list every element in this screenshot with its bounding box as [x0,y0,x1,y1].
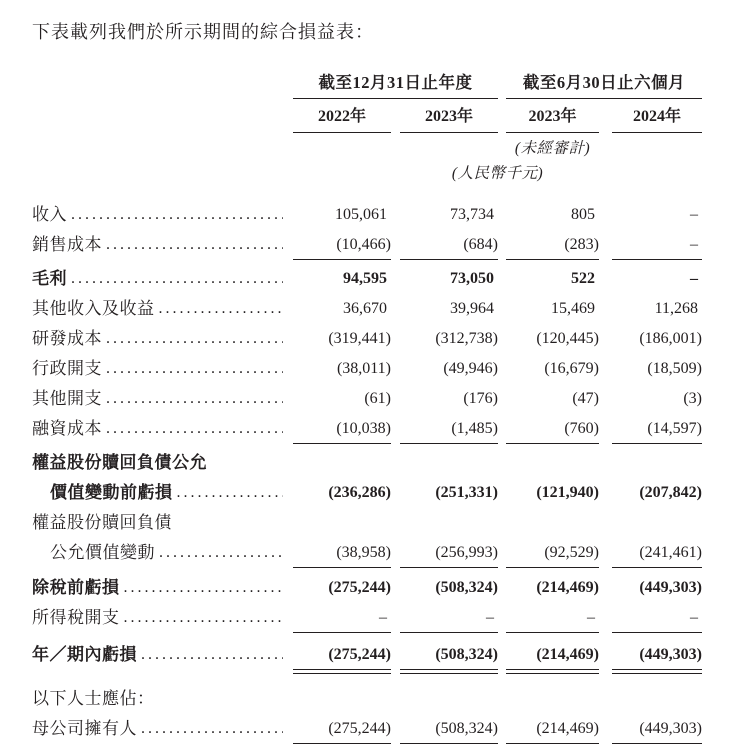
row-label: 收入 [32,205,67,224]
currency-note: (人民幣千元) [451,165,544,182]
table-row-loss-before-tax [32,573,702,603]
dot-leader [106,384,283,414]
table-row-revenue [32,200,702,230]
dot-leader [159,538,283,568]
cell-value: (275,244) [293,640,391,670]
cell-value: (760) [506,414,599,444]
cell-value: (236,286) [328,484,391,501]
row-label: 毛利 [32,269,67,288]
row-label: 權益股份贖回負債公允 [32,453,207,472]
dot-leader [106,414,283,444]
cell-value: (508,324) [435,579,498,596]
cell-value: (684) [400,230,498,260]
cell-value: (319,441) [328,330,391,347]
cell-value: (176) [463,390,498,407]
cell-value: (38,958) [293,538,391,568]
row-label: 研發成本 [32,329,102,348]
dot-leader [106,230,283,260]
cell-value: (121,940) [536,484,599,501]
cell-value: 73,734 [450,206,494,223]
table-row-loss-before-fv-change-line1 [32,448,702,478]
cell-value: (508,324) [400,640,498,670]
cell-value: (49,946) [443,360,498,377]
dot-leader [124,603,284,633]
row-label: 以下人士應佔： [32,689,155,708]
cell-value: (14,597) [612,414,702,444]
cell-value: – [506,603,599,633]
unaudited-note-row [32,133,702,160]
dot-leader [106,324,283,354]
cell-value: (120,445) [536,330,599,347]
row-label-continued: 價值變動前虧損 [50,483,173,502]
dot-leader [159,294,284,324]
year-column-2023: 2023年 [400,103,498,133]
cell-value: – [400,603,498,633]
table-row-other-expenses [32,384,702,414]
table-row-gross-profit [32,264,702,294]
cell-value: (186,001) [639,330,702,347]
cell-value: (275,244) [293,714,391,744]
row-label: 行政開支 [32,359,102,378]
cell-value: 105,061 [335,206,387,223]
cell-value: – [690,270,698,287]
cell-value: (214,469) [536,579,599,596]
intro-text: 下表載列我們於所示期間的綜合損益表： [32,22,374,42]
cell-value: 36,670 [343,300,387,317]
row-label: 銷售成本 [32,235,102,254]
cell-value: (275,244) [328,579,391,596]
table-row-fv-change-line1 [32,508,702,538]
table-row-finance-costs [32,414,702,444]
year-header-row [32,99,702,133]
table-row-loss-for-period [32,640,702,670]
cell-value: (1,485) [400,414,498,444]
cell-value: 805 [571,206,595,223]
dot-leader [124,573,284,603]
cell-value: – [612,603,702,633]
cell-value: (283) [506,230,599,260]
currency-note-row [32,160,702,184]
cell-value: 15,469 [551,300,595,317]
table-row-owners-of-parent [32,714,702,744]
table-row-other-income [32,294,702,324]
cell-value: (214,469) [506,714,599,744]
income-statement-table [32,66,702,744]
row-label: 其他開支 [32,389,102,408]
row-label: 權益股份贖回負債 [32,513,172,532]
row-label: 年／期內虧損 [32,645,137,664]
table-row-income-tax [32,603,702,633]
dot-leader [141,640,283,670]
cell-value: (449,303) [612,640,702,670]
cell-value: 39,964 [450,300,494,317]
year-column-2024-interim: 2024年 [612,103,702,133]
cell-value: (508,324) [400,714,498,744]
cell-value: (92,529) [506,538,599,568]
table-row-rd-costs [32,324,702,354]
cell-value: (10,466) [293,230,391,260]
dot-leader [141,714,283,744]
table-row-admin-expenses [32,354,702,384]
table-row-cost-of-sales [32,230,702,260]
row-label: 所得稅開支 [32,608,120,627]
cell-value: (3) [683,390,702,407]
year-column-2022: 2022年 [293,103,391,133]
table-row-attributable-heading [32,684,702,714]
cell-value: (38,011) [336,360,391,377]
dot-leader [106,354,283,384]
row-label-continued: 公允價值變動 [50,543,155,562]
cell-value: (18,509) [647,360,702,377]
cell-value: – [612,230,702,260]
table-row-fv-change-line2 [32,538,702,568]
row-label: 其他收入及收益 [32,299,155,318]
cell-value: (16,679) [544,360,599,377]
dot-leader [177,478,284,508]
dot-leader [71,200,283,230]
row-label: 除稅前虧損 [32,578,120,597]
row-label: 融資成本 [32,419,102,438]
cell-value: 73,050 [450,270,494,287]
column-group-interim: 截至6月30日止六個月 [506,69,702,99]
cell-value: (256,993) [400,538,498,568]
cell-value: (47) [572,390,599,407]
cell-value: (251,331) [435,484,498,501]
unaudited-note: (未經審計) [514,139,591,157]
cell-value: (10,038) [293,414,391,444]
cell-value: (207,842) [639,484,702,501]
cell-value: 11,268 [654,300,698,317]
cell-value: 94,595 [343,270,387,287]
row-label: 母公司擁有人 [32,719,137,738]
cell-value: (449,303) [639,579,702,596]
cell-value: – [293,603,391,633]
cell-value: (214,469) [506,640,599,670]
cell-value: (312,738) [435,330,498,347]
cell-value: 522 [571,270,595,287]
cell-value: (241,461) [612,538,702,568]
cell-value: (61) [364,390,391,407]
column-group-annual: 截至12月31日止年度 [293,69,498,99]
table-row-loss-before-fv-change-line2 [32,478,702,508]
period-group-header-row [32,66,702,99]
dot-leader [71,264,283,294]
cell-value: – [690,206,698,223]
year-column-2023-interim: 2023年 [506,103,599,133]
cell-value: (449,303) [612,714,702,744]
